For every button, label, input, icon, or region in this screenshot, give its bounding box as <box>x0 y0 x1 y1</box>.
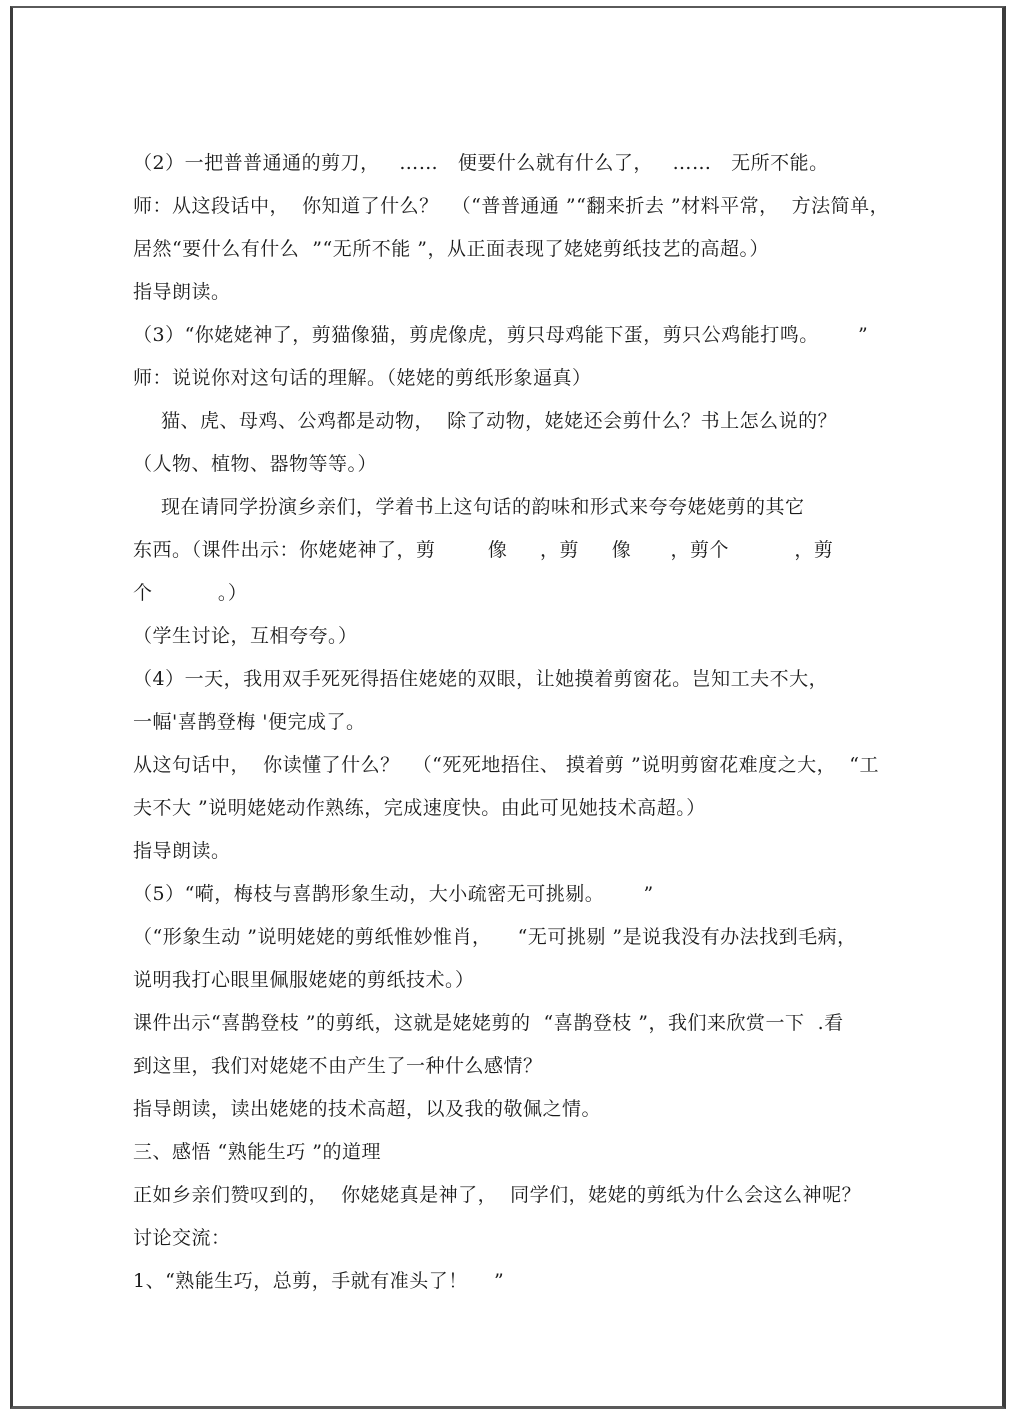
text-line: 指导朗读。 <box>133 840 231 862</box>
text-line: 1、“熟能生巧，总剪，手就有准头了！ ” <box>133 1270 505 1292</box>
text-line: 到这里，我们对姥姥不由产生了一种什么感情？ <box>133 1055 543 1077</box>
section-heading: 三、感悟 “熟能生巧 ”的道理 <box>133 1141 382 1163</box>
text-line: 从这句话中， 你读懂了什么？ （“死死地捂住、 摸着剪 ”说明剪窗花难度之大， “工 <box>133 754 879 776</box>
text-line: 夫不大 ”说明姥姥动作熟练，完成速度快。由此可见她技术高超。） <box>133 797 706 819</box>
text-line: 说明我打心眼里佩服姥姥的剪纸技术。） <box>133 969 475 991</box>
text-line: 师：说说你对这句话的理解。（姥姥的剪纸形象逼真） <box>133 367 592 389</box>
text-line: （学生讨论，互相夸夸。） <box>133 625 358 647</box>
text-line: 猫、虎、母鸡、公鸡都是动物， 除了动物，姥姥还会剪什么？书上怎么说的？ <box>161 410 838 432</box>
text-line: （“形象生动 ”说明姥姥的剪纸惟妙惟肖， “无可挑剔 ”是说我没有办法找到毛病， <box>133 926 857 948</box>
document-body <box>133 142 913 1303</box>
text-line: 个 。） <box>133 582 248 604</box>
text-line: （人物、植物、器物等等。） <box>133 453 378 475</box>
text-line: 东西。（课件出示：你姥姥神了，剪 像 ，剪 像 ，剪个 ，剪 <box>133 539 834 561</box>
text-line: 正如乡亲们赞叹到的， 你姥姥真是神了， 同学们，姥姥的剪纸为什么会这么神呢？ <box>133 1184 862 1206</box>
text-line: 讨论交流： <box>133 1227 231 1249</box>
text-line: 课件出示“喜鹊登枝 ”的剪纸，这就是姥姥剪的 “喜鹊登枝 ”，我们来欣赏一下 .看 <box>133 1012 844 1034</box>
text-line: 指导朗读，读出姥姥的技术高超，以及我的敬佩之情。 <box>133 1098 602 1120</box>
text-line: 居然“要什么有什么 ”“无所不能 ”，从正面表现了姥姥剪纸技艺的高超。） <box>133 238 769 260</box>
text-line: 一幅'喜鹊登梅 '便完成了。 <box>133 711 366 733</box>
text-line: （4）一天，我用双手死死得捂住姥姥的双眼，让她摸着剪窗花。岂知工夫不大， <box>133 668 829 690</box>
document-page <box>10 6 1006 1409</box>
text-line: （3）“你姥姥神了，剪猫像猫，剪虎像虎，剪只母鸡能下蛋，剪只公鸡能打鸣。 ” <box>133 324 869 346</box>
text-line: （5）“嗬，梅枝与喜鹊形象生动，大小疏密无可挑剔。 ” <box>133 883 654 905</box>
text-line: （2）一把普普通通的剪刀， …… 便要什么就有什么了， …… 无所不能。 <box>133 152 829 174</box>
text-line: 指导朗读。 <box>133 281 231 303</box>
text-line: 师：从这段话中， 你知道了什么？ （“普普通通 ”“翻来折去 ”材料平常， 方法简单， <box>133 195 890 217</box>
text-line: 现在请同学扮演乡亲们，学着书上这句话的韵味和形式来夸夸姥姥剪的其它 <box>161 496 805 518</box>
